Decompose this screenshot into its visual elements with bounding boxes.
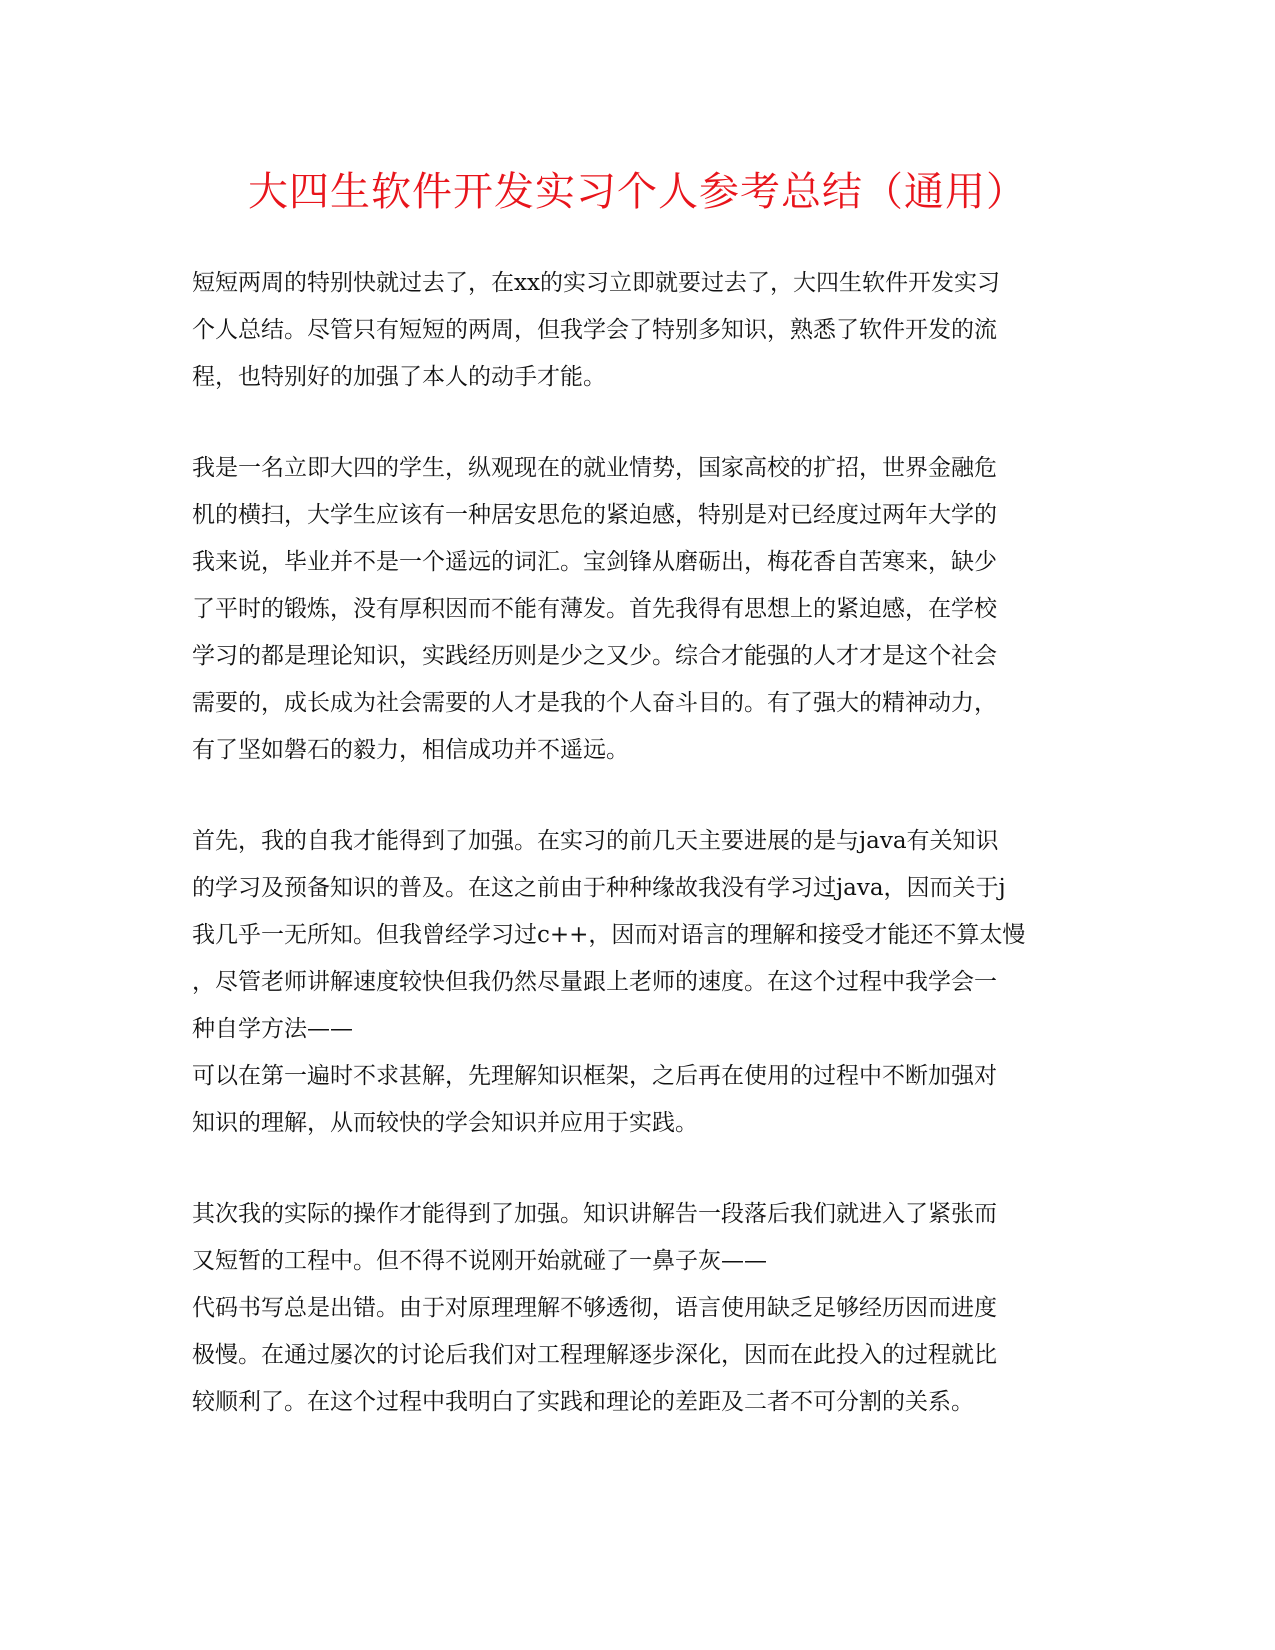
- document-title: 大四生软件开发实习个人参考总结（通用）: [248, 169, 1027, 215]
- paragraph-line: 可以在第一遍时不求甚解，先理解知识框架，之后再在使用的过程中不断加强对: [192, 1063, 997, 1089]
- paragraph-line: 短短两周的特别快就过去了，在xx的实习立即就要过去了，大四生软件开发实习: [192, 270, 1000, 296]
- paragraph-line: 首先，我的自我才能得到了加强。在实习的前几天主要进展的是与java有关知识: [192, 828, 999, 854]
- paragraph-line: 其次我的实际的操作才能得到了加强。知识讲解告一段落后我们就进入了紧张而: [192, 1201, 997, 1227]
- paragraph-line: 学习的都是理论知识，实践经历则是少之又少。综合才能强的人才才是这个社会: [192, 643, 997, 669]
- paragraph-line: 极慢。在通过屡次的讨论后我们对工程理解逐步深化，因而在此投入的过程就比: [192, 1342, 997, 1368]
- paragraph-line: 了平时的锻炼，没有厚积因而不能有薄发。首先我得有思想上的紧迫感，在学校: [192, 596, 997, 622]
- paragraph-line: 的学习及预备知识的普及。在这之前由于种种缘故我没有学习过java，因而关于j: [192, 875, 1006, 901]
- paragraph-line: 机的横扫，大学生应该有一种居安思危的紧迫感，特别是对已经度过两年大学的: [192, 502, 997, 528]
- paragraph-line: 需要的，成长成为社会需要的人才是我的个人奋斗目的。有了强大的精神动力，: [192, 690, 997, 716]
- paragraph-line: 我几乎一无所知。但我曾经学习过c++，因而对语言的理解和接受才能还不算太慢: [192, 922, 1026, 948]
- paragraph-line: 代码书写总是出错。由于对原理理解不够透彻，语言使用缺乏足够经历因而进度: [192, 1295, 997, 1321]
- paragraph-line: 又短暂的工程中。但不得不说刚开始就碰了一鼻子灰——: [192, 1248, 767, 1274]
- paragraph-line: 种自学方法——: [192, 1016, 353, 1042]
- paragraph-line: 我来说，毕业并不是一个遥远的词汇。宝剑锋从磨砺出，梅花香自苦寒来，缺少: [192, 549, 997, 575]
- paragraph-line: 知识的理解，从而较快的学会知识并应用于实践。: [192, 1110, 698, 1136]
- paragraph-line: 较顺利了。在这个过程中我明白了实践和理论的差距及二者不可分割的关系。: [192, 1389, 974, 1415]
- paragraph-line: ，尽管老师讲解速度较快但我仍然尽量跟上老师的速度。在这个过程中我学会一: [192, 969, 997, 995]
- paragraph-line: 个人总结。尽管只有短短的两周，但我学会了特别多知识，熟悉了软件开发的流: [192, 317, 997, 343]
- paragraph-line: 有了坚如磐石的毅力，相信成功并不遥远。: [192, 737, 629, 763]
- paragraph-line: 程，也特别好的加强了本人的动手才能。: [192, 364, 606, 390]
- paragraph-line: 我是一名立即大四的学生，纵观现在的就业情势，国家高校的扩招，世界金融危: [192, 455, 997, 481]
